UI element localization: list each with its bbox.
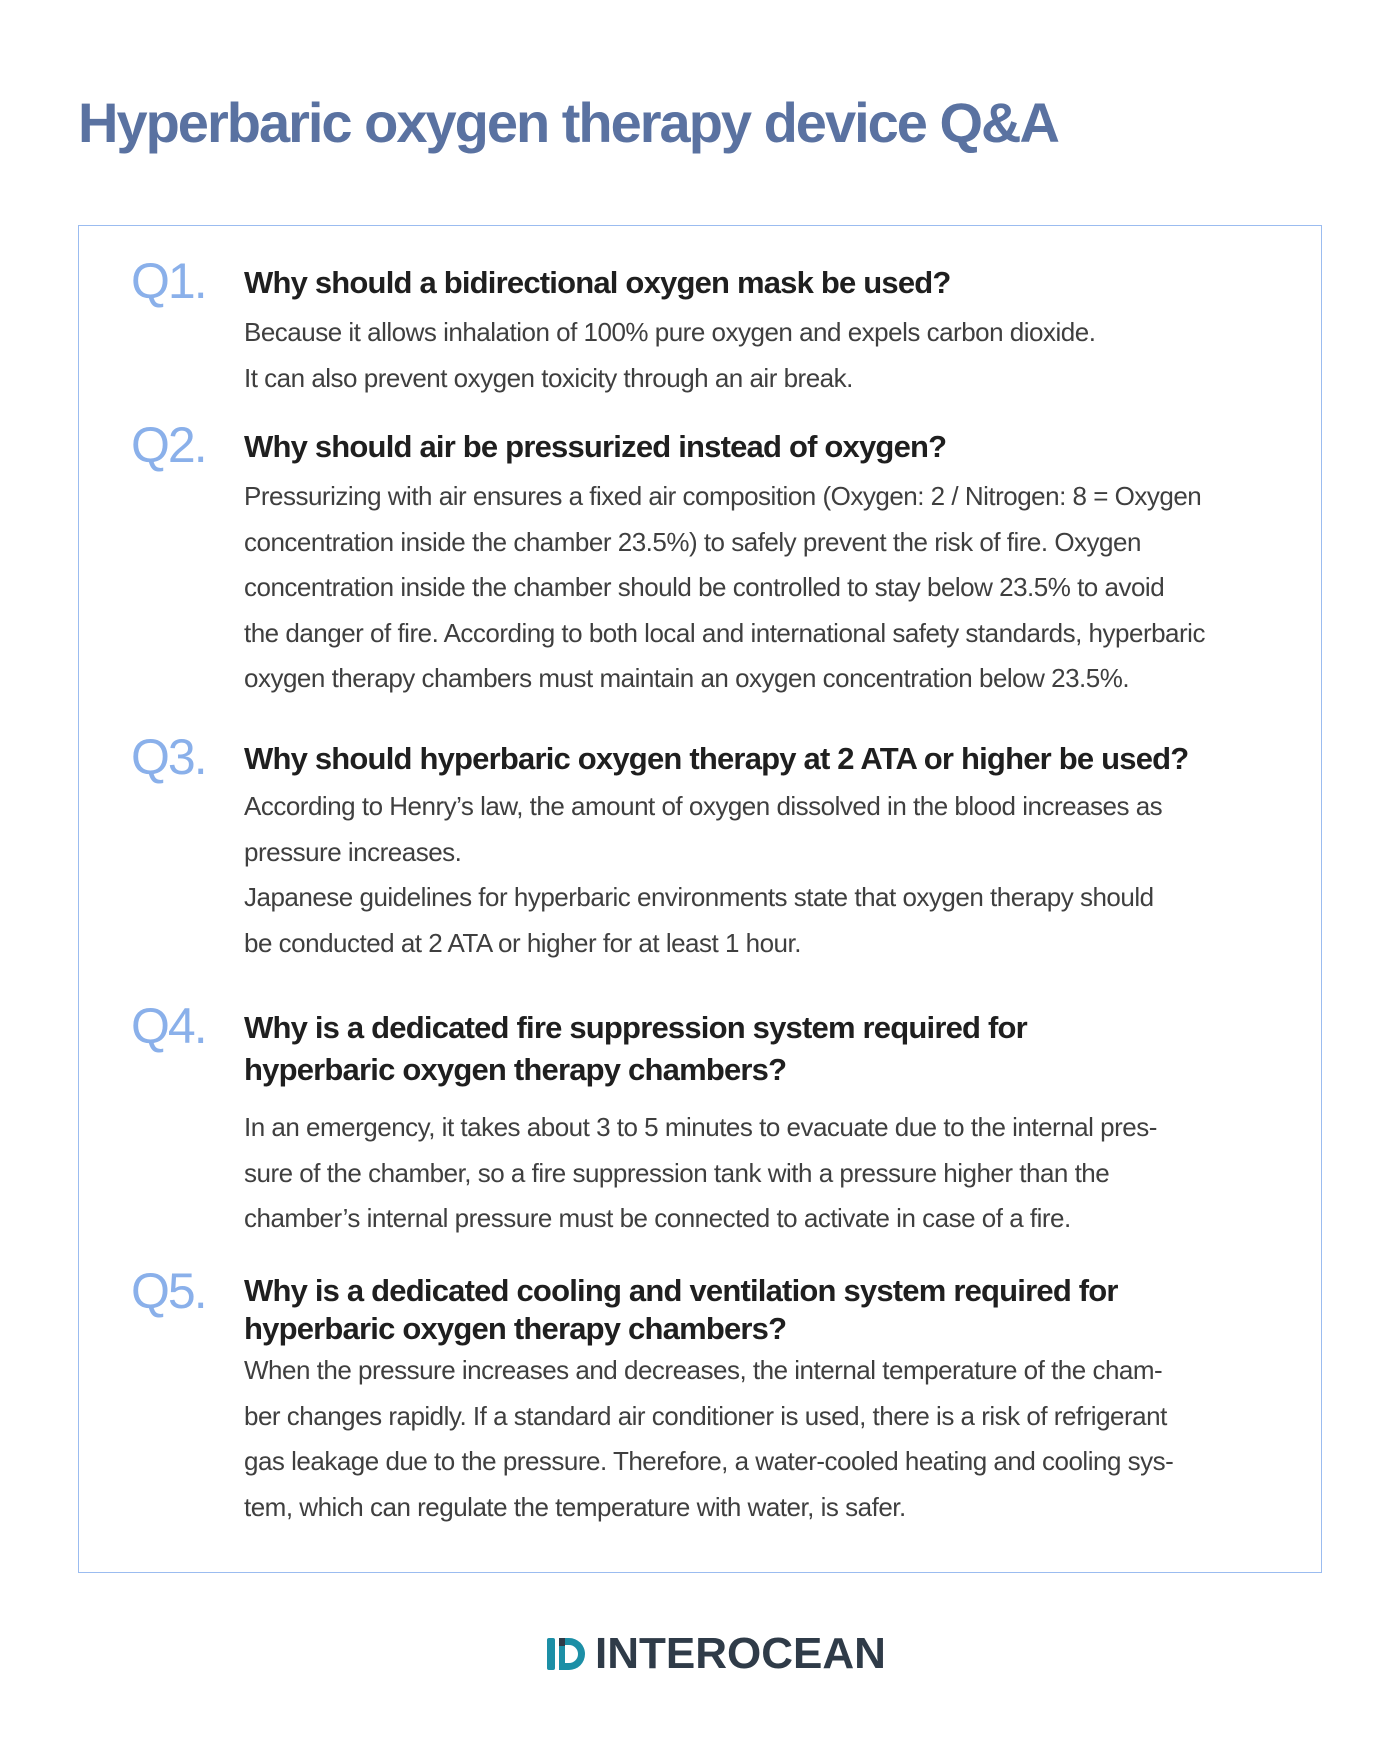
question-number: Q4. [131, 998, 206, 1054]
qa-container [78, 225, 1322, 1573]
question-line: Why is a dedicated fire suppression system required for [244, 1010, 1027, 1045]
answer-line: chamber’s internal pressure must be connected to activate in case of a fire. [244, 1203, 1071, 1233]
answer-text [244, 1348, 1264, 1530]
answer-line: According to Henry’s law, the amount of oxygen dissolved in the blood increases as [244, 791, 1163, 821]
answer-line: It can also prevent oxygen toxicity through an air break. [244, 362, 853, 393]
question-line: hyperbaric oxygen therapy chambers? [244, 1052, 787, 1087]
answer-line: Japanese guidelines for hyperbaric environments state that oxygen therapy should [244, 882, 1154, 912]
brand-name: INTEROCEAN [595, 1629, 886, 1678]
answer-line: concentration inside the chamber 23.5%) to safely prevent the risk of fire. Oxygen [244, 526, 1141, 557]
answer-text [244, 310, 1264, 401]
answer-text [244, 474, 1264, 702]
answer-line: In an emergency, it takes about 3 to 5 minutes to evacuate due to the internal pres- [244, 1112, 1157, 1142]
answer-line: the danger of fire. According to both local and international safety standards, hyperbaric [244, 617, 1205, 648]
question-number: Q1. [131, 253, 206, 309]
answer-line: concentration inside the chamber should be controlled to stay below 23.5% to avoid [244, 572, 1165, 602]
footer-logo [545, 1629, 886, 1678]
question-text: Why should a bidirectional oxygen mask be used? [244, 265, 951, 300]
question-number: Q3. [131, 729, 206, 785]
answer-line: sure of the chamber, so a fire suppression tank with a pressure higher than the [244, 1157, 1110, 1188]
interocean-logo-icon [545, 1634, 585, 1674]
answer-line: be conducted at 2 ATA or higher for at least 1 hour. [244, 927, 801, 958]
question-number: Q2. [131, 417, 206, 473]
answer-line: pressure increases. [244, 836, 462, 867]
page-title: Hyperbaric oxygen therapy device Q&A [78, 91, 1058, 154]
answer-line: When the pressure increases and decreases, the internal temperature of the cham- [244, 1355, 1163, 1385]
answer-text [244, 784, 1264, 966]
question-text [244, 1272, 1264, 1348]
answer-text [244, 1105, 1264, 1242]
answer-line: Pressurizing with air ensures a fixed air composition (Oxygen: 2 / Nitrogen: 8 = Oxygen [244, 481, 1202, 511]
question-text: Why should air be pressurized instead of oxygen? [244, 429, 947, 464]
answer-line: tem, which can regulate the temperature with water, is safer. [244, 1491, 906, 1522]
question-line: hyperbaric oxygen therapy chambers? [244, 1311, 787, 1346]
answer-line: gas leakage due to the pressure. Therefore, a water-cooled heating and cooling sys- [244, 1446, 1174, 1476]
question-text [244, 1007, 1264, 1091]
question-text: Why should hyperbaric oxygen therapy at 2 ATA or higher be used? [244, 741, 1189, 776]
answer-line: ber changes rapidly. If a standard air conditioner is used, there is a risk of refrigerant [244, 1400, 1167, 1431]
question-line: Why is a dedicated cooling and ventilation system required for [244, 1273, 1118, 1308]
answer-line: oxygen therapy chambers must maintain an oxygen concentration below 23.5%. [244, 663, 1130, 693]
question-number: Q5. [131, 1263, 206, 1319]
answer-line: Because it allows inhalation of 100% pure oxygen and expels carbon dioxide. [244, 317, 1096, 347]
